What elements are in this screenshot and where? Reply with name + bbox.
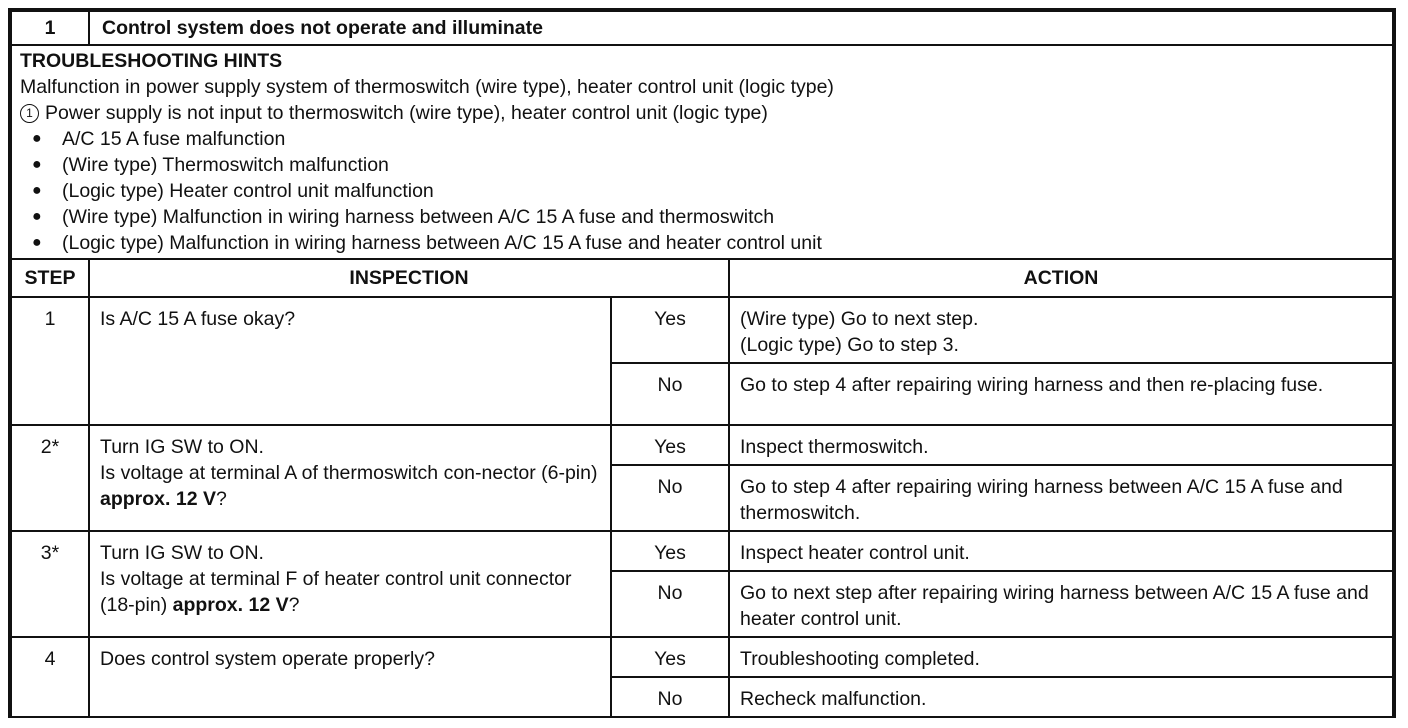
procedure-number: 1 (11, 11, 89, 45)
no-action: Go to next step after repairing wiring harness between A/C 15 A fuse and heater control unit. (729, 571, 1393, 637)
list-item: ● A/C 15 A fuse malfunction (32, 128, 286, 150)
step-number: 3* (11, 531, 89, 637)
hints-summary: Malfunction in power supply system of thermoswitch (wire type), heater control unit (logic type) (20, 76, 834, 98)
action-column-header: ACTION (729, 259, 1393, 297)
step-column-header: STEP (11, 259, 89, 297)
list-item: ● (Logic type) Malfunction in wiring harness between A/C 15 A fuse and heater control unit (32, 232, 822, 254)
no-action: Go to step 4 after repairing wiring harness between A/C 15 A fuse and thermoswitch. (729, 465, 1393, 531)
inspection-text: Turn IG SW to ON. Is voltage at terminal F of heater control unit connector (18-pin) approx. 12 V? (89, 531, 611, 637)
procedure-title: Control system does not operate and illuminate (89, 11, 1393, 45)
step-number: 4 (11, 637, 89, 717)
inspection-text: Does control system operate properly? (89, 637, 611, 717)
bullet-icon: ● (32, 234, 42, 251)
step-number: 2* (11, 425, 89, 531)
inspection-column-header: INSPECTION (89, 259, 729, 297)
circled-number-marker: 1 (20, 104, 39, 123)
table-row (11, 425, 1393, 465)
yes-action: Inspect thermoswitch. (729, 425, 1393, 465)
table-row (11, 297, 1393, 363)
bullet-icon: ● (32, 156, 42, 173)
no-label: No (611, 363, 729, 425)
table-row (11, 531, 1393, 571)
step-number: 1 (11, 297, 89, 425)
table-row (11, 637, 1393, 677)
column-header-row (11, 259, 1393, 297)
list-item: ● (Wire type) Thermoswitch malfunction (32, 154, 389, 176)
yes-action: (Wire type) Go to next step. (Logic type) Go to step 3. (729, 297, 1393, 363)
hints-cause-text: Power supply is not input to thermoswitch (wire type), heater control unit (logic type) (45, 102, 768, 124)
title-row (11, 11, 1393, 45)
hints-list (20, 126, 1384, 256)
no-action: Go to step 4 after repairing wiring harness and then re-placing fuse. (729, 363, 1393, 425)
bullet-icon: ● (32, 182, 42, 199)
no-label: No (611, 465, 729, 531)
bullet-icon: ● (32, 130, 42, 147)
troubleshooting-hints (11, 45, 1393, 259)
hints-row (11, 45, 1393, 259)
hints-cause (20, 100, 1384, 126)
no-label: No (611, 677, 729, 717)
no-label: No (611, 571, 729, 637)
yes-label: Yes (611, 425, 729, 465)
list-item: ● (Logic type) Heater control unit malfunction (32, 180, 434, 202)
inspection-text: Turn IG SW to ON. Is voltage at terminal A of thermoswitch con-nector (6-pin) approx. 12 V? (89, 425, 611, 531)
list-item: ● (Wire type) Malfunction in wiring harness between A/C 15 A fuse and thermoswitch (32, 206, 775, 228)
bullet-icon: ● (32, 208, 42, 225)
yes-label: Yes (611, 637, 729, 677)
inspection-text: Is A/C 15 A fuse okay? (89, 297, 611, 425)
yes-label: Yes (611, 297, 729, 363)
no-action: Recheck malfunction. (729, 677, 1393, 717)
hints-heading: TROUBLESHOOTING HINTS (20, 50, 283, 72)
yes-label: Yes (611, 531, 729, 571)
troubleshooting-table (8, 8, 1396, 718)
yes-action: Inspect heater control unit. (729, 531, 1393, 571)
yes-action: Troubleshooting completed. (729, 637, 1393, 677)
